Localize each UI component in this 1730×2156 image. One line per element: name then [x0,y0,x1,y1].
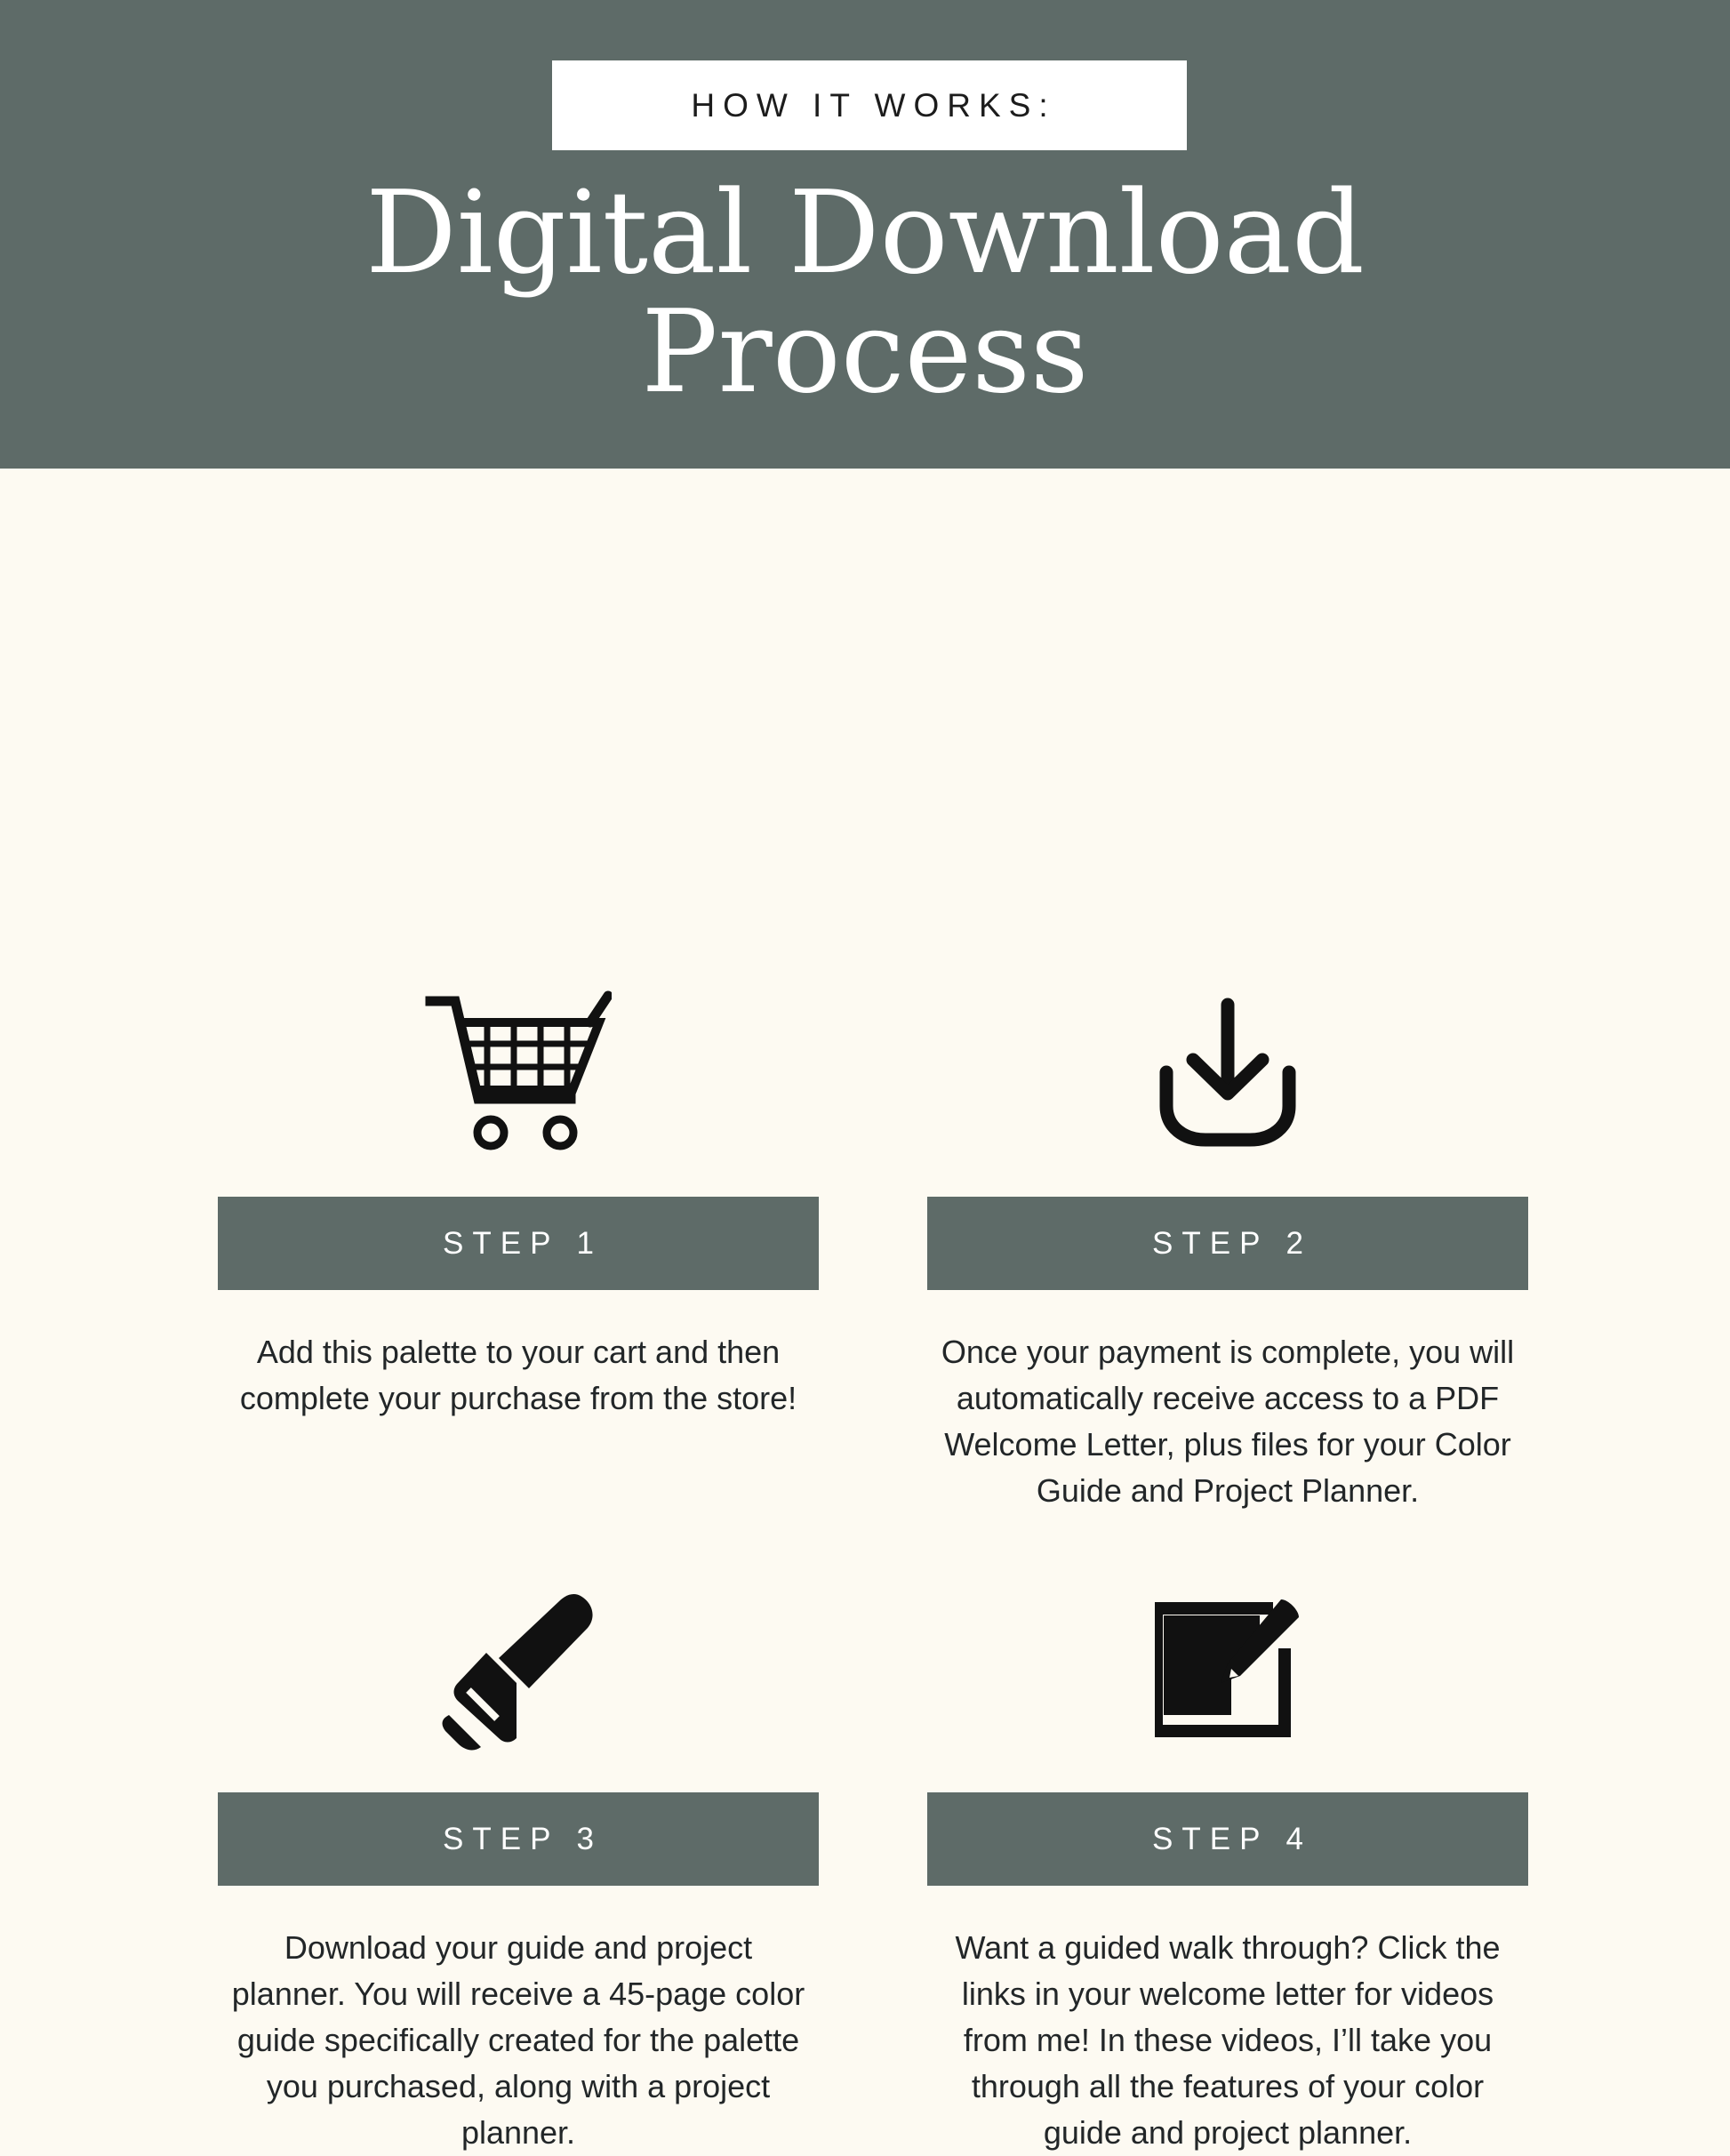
step-body-2: Once your payment is complete, you will automatically receive access to a PDF Welcome Letter, plus files for your Color Guide and Project Planner. [941,1334,1515,1509]
shopping-cart-icon [218,973,819,1177]
page-title [0,167,1730,419]
step-card-2 [927,973,1528,1514]
page-title-line-1: Digital Download [365,167,1365,300]
step-label-2: STEP 2 [1152,1225,1312,1261]
step-card-4 [927,1568,1528,2156]
step-label-4: STEP 4 [1152,1821,1312,1856]
step-banner-3 [218,1792,819,1886]
step-body-1: Add this palette to your cart and then complete your purchase from the store! [239,1334,797,1416]
paint-brush-icon [218,1568,819,1773]
step-body-4: Want a guided walk through? Click the links in your welcome letter for videos from me! In these videos, I’ll take you through all the features of your color guide and project planner. [955,1929,1501,2151]
step-body-3: Download your guide and project planner. You will receive a 45-page color guide specifically created for the palette you purchased, along with a project planner. [231,1929,805,2151]
step-banner-2 [927,1197,1528,1290]
eyebrow-box [552,60,1187,150]
step-label-3: STEP 3 [443,1821,603,1856]
step-banner-1 [218,1197,819,1290]
header-banner [0,0,1730,469]
step-card-3 [218,1568,819,2156]
download-icon [927,973,1528,1177]
page-title-line-2: Process [641,286,1089,419]
step-banner-4 [927,1792,1528,1886]
step-card-1 [218,973,819,1422]
eyebrow-label: HOW IT WORKS: [691,86,1056,124]
step-label-1: STEP 1 [443,1225,603,1261]
edit-square-icon [927,1568,1528,1773]
